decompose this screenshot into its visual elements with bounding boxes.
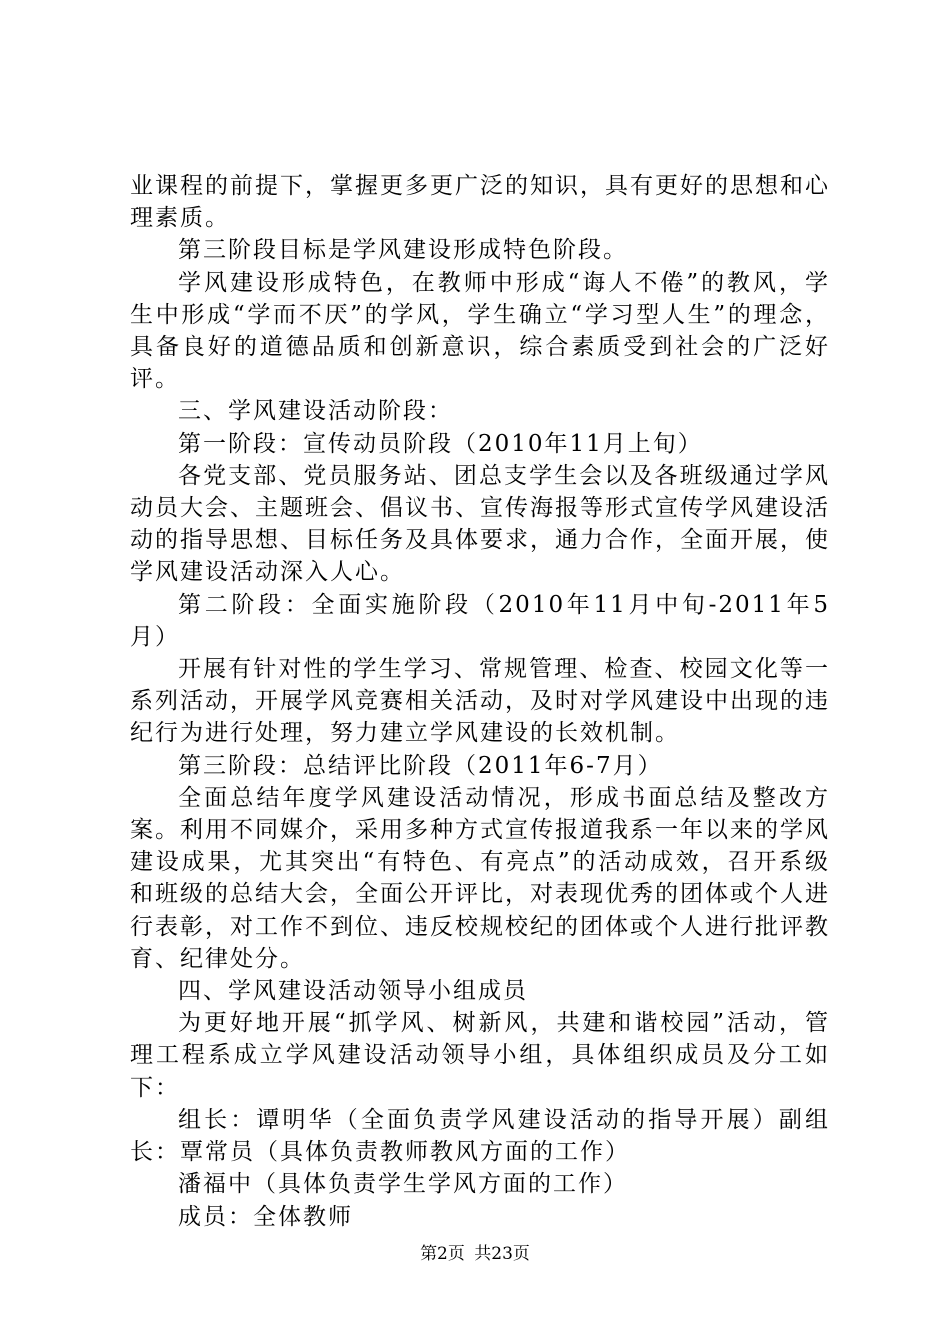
- stage1-heading: 第一阶段：宣传动员阶段（2010年11月上旬）: [178, 430, 703, 457]
- paragraph-continuation: 业课程的前提下，掌握更多更广泛的知识，具有更好的思想和心理素质。: [130, 173, 830, 232]
- page-footer: [0, 1244, 950, 1264]
- stage3-detail: 全面总结年度学风建设活动情况，形成书面总结及整改方案。利用不同媒介，采用多种方式宣传报道我系一年以来的学风建设成果，尤其突出“有特色、有亮点”的活动成效，召开系级和班级的总结大会，全面公开评比，对表现优秀的团体或个人进行表彰，对工作不到位、违反校规校纪的团体或个人进行批评教育、纪律处分。: [130, 784, 830, 972]
- stage2-detail: 开展有针对性的学生学习、常规管理、检查、校园文化等一系列活动，开展学风竞赛相关活动，及时对学风建设中出现的违纪行为进行处理，努力建立学风建设的长效机制。: [130, 656, 830, 747]
- leadership-deputy: 潘福中（具体负责学生学风方面的工作）: [178, 1171, 628, 1198]
- section-heading-leadership-group: 四、学风建设活动领导小组成员: [178, 978, 528, 1005]
- leadership-leaders: 组长：谭明华（全面负责学风建设活动的指导开展）副组长：覃常员（具体负责教师教风方面的工作）: [130, 1106, 830, 1166]
- leadership-intro: 为更好地开展“抓学风、树新风，共建和谐校园”活动，管理工程系成立学风建设活动领导小组，具体组织成员及分工如下：: [130, 1010, 830, 1101]
- paragraph-stage3-detail: 学风建设形成特色，在教师中形成“诲人不倦”的教风，学生中形成“学而不厌”的学风，学生确立“学习型人生”的理念，具备良好的道德品质和创新意识，综合素质受到社会的广泛好评。: [130, 269, 830, 393]
- stage1-detail: 各党支部、党员服务站、团总支学生会以及各班级通过学风动员大会、主题班会、倡议书、宣传海报等形式宣传学风建设活动的指导思想、目标任务及具体要求，通力合作，全面开展，使学风建设活动深入人心。: [130, 462, 830, 586]
- section-heading-activity-stages: 三、学风建设活动阶段：: [178, 398, 453, 425]
- page-total: 共23页: [474, 1244, 530, 1264]
- leadership-members: 成员：全体教师: [178, 1203, 353, 1230]
- stage2-heading: 第二阶段：全面实施阶段（2010年11月中旬-2011年5月）: [130, 591, 830, 650]
- document-body: [130, 170, 830, 1233]
- stage3-heading: 第三阶段：总结评比阶段（2011年6-7月）: [178, 752, 663, 779]
- page-number: 第2页: [420, 1244, 465, 1264]
- paragraph-stage3-goal: 第三阶段目标是学风建设形成特色阶段。: [178, 237, 628, 264]
